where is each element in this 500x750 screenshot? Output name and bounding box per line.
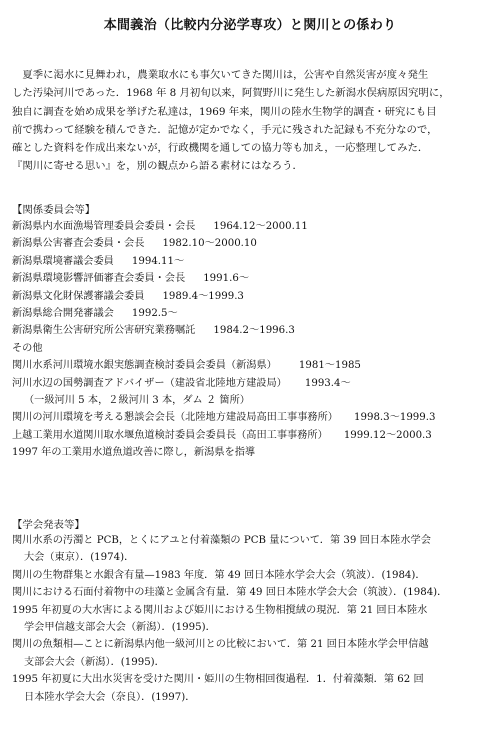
- committee-text: その他: [12, 342, 43, 354]
- committee-period: 1964.12～2000.11: [213, 221, 308, 232]
- committee-period: 1998.3～1999.3: [354, 412, 436, 424]
- intro-line: 『関川に寄せる思い』を，別の観点から語る素材にはなろう．: [12, 160, 303, 173]
- committee-text: 新潟県文化財保護審議会委員: [12, 290, 145, 302]
- committee-text: 新潟県公害審査会委員・会長: [12, 238, 145, 250]
- committee-period: 1993.4～: [304, 377, 351, 389]
- committee-item: [12, 235, 492, 252]
- committee-item: [12, 288, 492, 305]
- committee-period: 1991.6～: [203, 273, 250, 285]
- presentation-line: 関川における石面付着物中の珪藻と金属含有量．第 49 回日本陸水学会大会（筑波）．(1984)．: [12, 587, 448, 599]
- committee-text: 新潟県内水面漁場管理委員会委員・会長: [12, 221, 196, 232]
- presentations-list: [12, 532, 492, 706]
- committee-text: 新潟県環境審議会委員: [12, 255, 114, 267]
- committee-text: 新潟県総合開発審議会: [12, 308, 114, 320]
- committee-item: [12, 444, 492, 461]
- committee-text: 河川水辺の国勢調査アドバイザー（建設省北陸地方建設局）: [12, 377, 287, 389]
- committee-text: （一級河川 5 本，２級河川 3 本，ダム ２ 箇所）: [24, 395, 250, 407]
- committee-item: [12, 270, 492, 287]
- committee-item: [12, 340, 492, 357]
- committee-item: [12, 375, 492, 392]
- committee-period: 1989.4～1999.3: [162, 290, 244, 302]
- committees-list: [12, 218, 492, 462]
- presentations-heading: 【学会発表等】: [12, 519, 85, 531]
- committees-heading: 【関係委員会等】: [12, 204, 96, 216]
- committee-item: [12, 357, 492, 374]
- presentation-line: 関川の生物群集と水銀含有量—1983 年度．第 49 回日本陸水学会大会（筑波）．(1984)．: [12, 569, 426, 581]
- presentation-line: 学会甲信越支部会大会（新潟）．(1995)．: [24, 622, 216, 634]
- committee-item: [12, 392, 492, 409]
- intro-line: 確とした資料を作成出来ないが，行政機関を通しての協力等も加え，一応整理してみた．: [12, 142, 429, 155]
- committee-item: [12, 218, 492, 235]
- presentation-line: 関川水系の汚濁と PCB，とくにアユと付着藻類の PCB 量について．第 39 回日本陸水学会: [12, 535, 431, 546]
- presentation-line: 関川の魚類相—ことに新潟県内他一級河川との比較において．第 21 回日本陸水学会甲信越: [12, 639, 429, 651]
- committee-text: 新潟県衛生公害研究所公害研究業務嘱託: [12, 325, 196, 337]
- committee-period: 1984.2～1996.3: [213, 325, 295, 337]
- presentation-line: 1995 年初夏に大出水災害を受けた関川・姫川の生物相回復過程．1．付着藻類．第 62 回: [12, 674, 424, 686]
- intro-line: 夏季に渇水に見舞われ，農業取水にも事欠いてきた関川は，公害や自然災害が度々発生: [12, 69, 429, 81]
- committee-period: 1992.5～: [131, 308, 178, 320]
- intro-paragraph: [12, 66, 492, 176]
- presentation-line: 大会（東京）．(1974)．: [24, 552, 135, 564]
- committee-period: 1981～1985: [298, 360, 361, 372]
- committee-period: 1999.12～2000.3: [343, 429, 432, 441]
- presentation-line: 支部会大会（新潟）．(1995)．: [24, 656, 165, 668]
- committee-text: 関川の河川環境を考える懇談会会長（北陸地方建設局高田工事事務所）: [12, 412, 338, 424]
- committee-text: 1997 年の工業用水道魚道改善に際し，新潟県を指導: [12, 447, 256, 459]
- presentation-line: 1995 年初夏の大水害による関川および姫川における生物相撹絨の現況．第 21 回日本陸水: [12, 604, 428, 616]
- intro-line: 独自に調査を始め成果を挙げた私達は，1969 年来，関川の陸水生物学的調査・研究にも目: [12, 105, 437, 118]
- committee-item: [12, 253, 492, 270]
- committee-item: [12, 409, 492, 426]
- intro-line: した汚染河川であった．1968 年 8 月初旬以来，阿賀野川に発生した新潟水俣病原因究明に，: [12, 87, 450, 100]
- intro-line: 前で携わって経験を積んできた．記憶が定かでなく，手元に残された記録も不充分なので，: [12, 123, 438, 136]
- committee-text: 関川水系河川環境水銀実態調査検討委員会委員（新潟県）: [12, 360, 277, 372]
- committee-text: 新潟県環境影響評価審査会委員・会長: [12, 273, 186, 285]
- committee-period: 1994.11～: [131, 255, 185, 267]
- committee-period: 1982.10～2000.10: [162, 238, 257, 250]
- committee-item: [12, 427, 492, 444]
- presentation-line: 日本陸水学会大会（奈良）．(1997)．: [24, 691, 196, 703]
- committee-item: [12, 305, 492, 322]
- page-title: 本間義治（比較内分泌学専攻）と関川との係わり: [103, 18, 397, 33]
- committee-item: [12, 322, 492, 339]
- committee-text: 上越工業用水道関川取水堰魚道検討委員会委員長（高田工事事務所）: [12, 429, 328, 441]
